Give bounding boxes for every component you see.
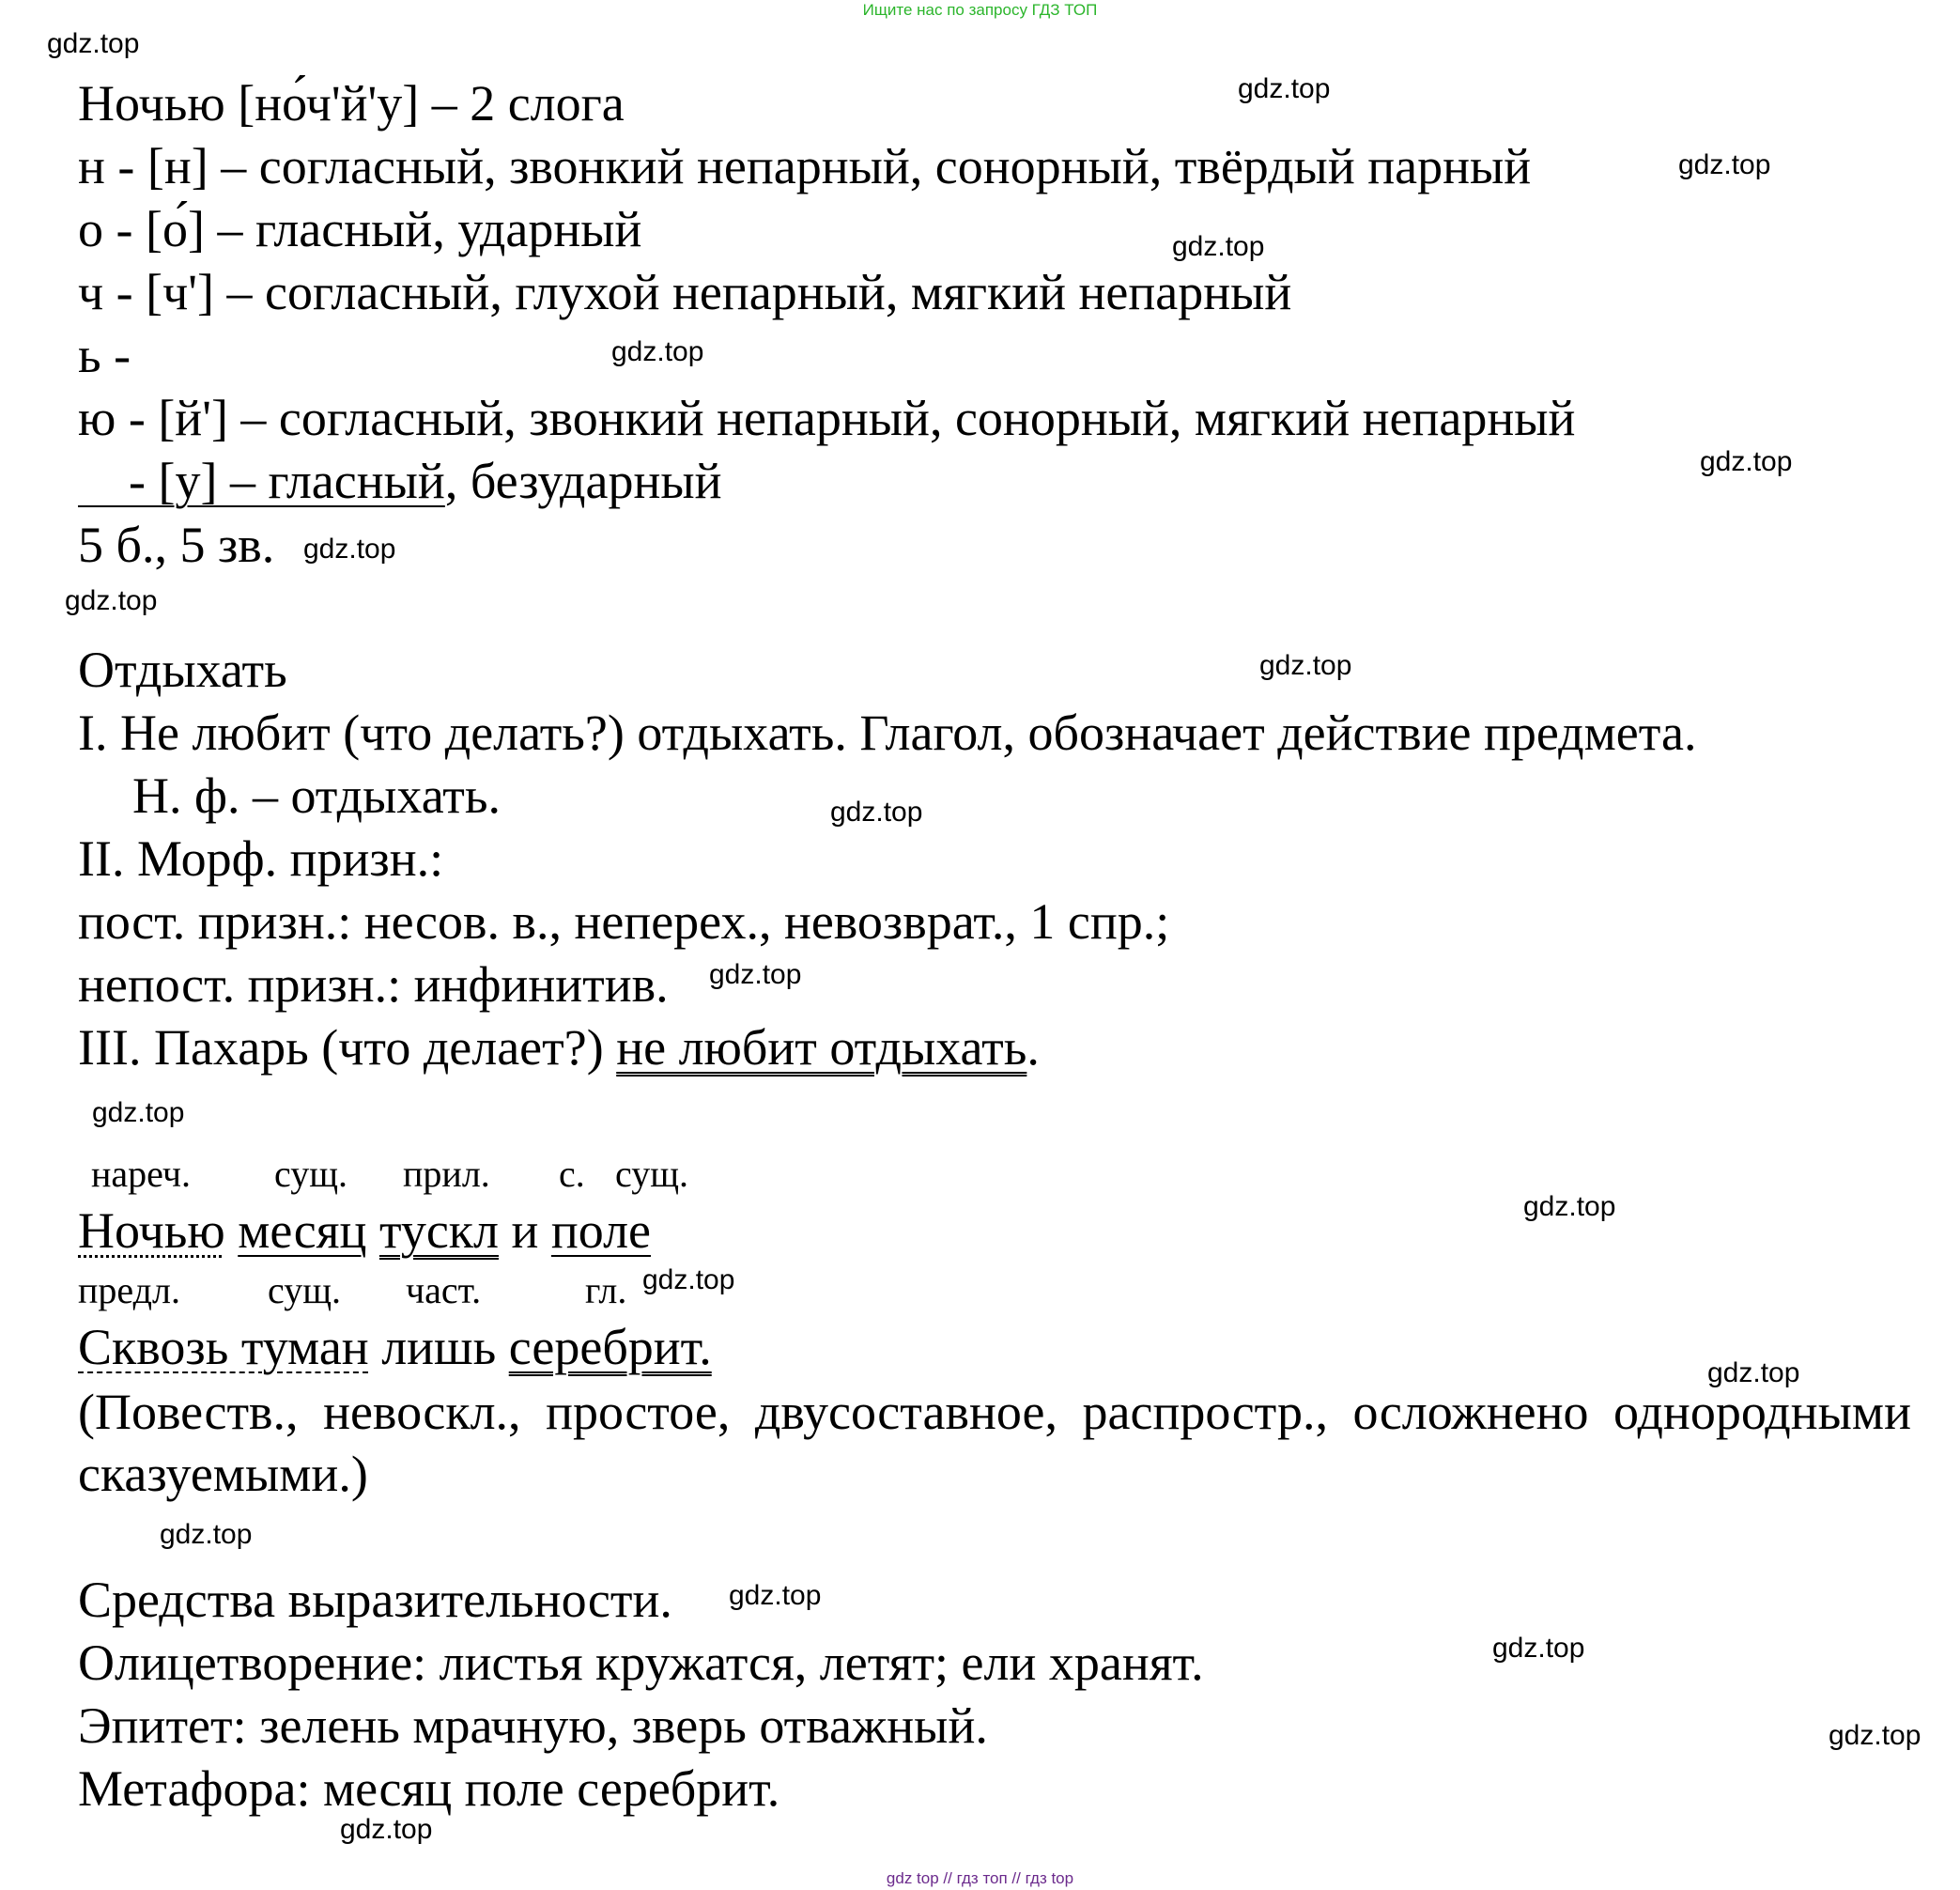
pos-label: с. [559, 1153, 585, 1195]
watermark: gdz.top [1259, 650, 1352, 681]
letter: н - [78, 138, 147, 194]
predicate-double-underline: не любит отдыхать [616, 1019, 1027, 1076]
sentence-line-2 [78, 1319, 712, 1375]
sound-description: , безударный [444, 453, 722, 509]
phonetic-ch-line [78, 264, 1291, 320]
watermark: gdz.top [611, 336, 704, 367]
phonetic-yu-line [78, 390, 1575, 446]
expressive-personification: Олицетворение: листья кружатся, летят; ели хранят. [78, 1634, 1204, 1691]
conjunction-word: и [511, 1202, 539, 1259]
sound-description: [о́] – гласный, ударный [145, 201, 642, 257]
adverbial-phrase: Сквозь туман [78, 1319, 369, 1375]
sound-description: [й'] – согласный, звонкий непарный, сонорный, мягкий непарный [158, 390, 1576, 446]
morph-nonconstant-features: непост. призн.: инфинитив. [78, 956, 669, 1013]
letter: о - [78, 201, 146, 257]
watermark: gdz.top [160, 1519, 253, 1550]
morph-point-1: I. Не любит (что делать?) отдыхать. Глагол, обозначает действие предмета. [78, 705, 1697, 761]
predicate-word: тускл [378, 1202, 499, 1259]
letter: ч - [78, 264, 147, 320]
watermark: gdz.top [1523, 1191, 1616, 1222]
watermark: gdz.top [642, 1264, 735, 1295]
watermark: gdz.top [340, 1814, 433, 1845]
underlined-sound: - [у] – гласный [78, 453, 445, 509]
expressive-epithet: Эпитет: зелень мрачную, зверь отважный. [78, 1697, 988, 1754]
watermark: gdz.top [1707, 1357, 1800, 1388]
morph-point-2: II. Морф. призн.: [78, 830, 444, 887]
phonetic-n-line [78, 138, 1531, 194]
sentence-line-1 [78, 1202, 651, 1259]
bottom-banner: gdz top // гдз топ // гдз top [886, 1869, 1074, 1887]
pos-label: прил. [403, 1153, 490, 1195]
adverbial-word: Ночью [78, 1202, 225, 1259]
watermark: gdz.top [709, 959, 802, 990]
pos-label: сущ. [615, 1153, 689, 1195]
watermark: gdz.top [1238, 73, 1331, 104]
sentence-subject-part: III. Пахарь (что делает?) [78, 1019, 617, 1076]
sentence-characteristic: (Повеств., невоскл., простое, двусоставное, распростр., осложнено однородными сказуемыми.) [78, 1384, 1911, 1502]
watermark: gdz.top [830, 797, 923, 828]
top-banner: Ищите нас по запросу ГДЗ ТОП [862, 1, 1098, 19]
watermark: gdz.top [1678, 149, 1771, 180]
morph-point-3 [78, 1019, 1040, 1076]
particle-word: лишь [381, 1319, 497, 1375]
morph-initial-form: Н. ф. – отдыхать. [132, 767, 502, 824]
pos-label: сущ. [274, 1153, 348, 1195]
phonetic-u-line [78, 453, 722, 509]
pos-label: сущ. [268, 1269, 342, 1311]
subject-word: поле [550, 1202, 651, 1259]
pos-label: част. [406, 1269, 482, 1311]
pos-label: гл. [585, 1269, 627, 1311]
letter: ю - [78, 390, 159, 446]
phonetic-o-line [78, 201, 641, 257]
phonetic-title: Ночью [но́ч'й'у] – 2 слога [78, 75, 625, 132]
morph-word: Отдыхать [78, 642, 287, 698]
pos-label: нареч. [91, 1153, 192, 1195]
phonetic-count: 5 б., 5 зв. [78, 517, 275, 573]
sound-description: [н] – согласный, звонкий непарный, сонорный, твёрдый парный [147, 138, 1532, 194]
watermark: gdz.top [729, 1580, 822, 1611]
watermark: gdz.top [65, 585, 158, 616]
watermark: gdz.top [1829, 1720, 1921, 1751]
watermark: gdz.top [47, 28, 140, 59]
expressive-metaphor: Метафора: месяц поле серебрит. [78, 1760, 780, 1817]
period: . [1026, 1019, 1040, 1076]
predicate-word: серебрит. [508, 1319, 712, 1375]
expressive-title: Средства выразительности. [78, 1572, 672, 1628]
watermark: gdz.top [1492, 1633, 1585, 1664]
watermark: gdz.top [1172, 231, 1265, 262]
phonetic-soft-sign-line: ь - [78, 327, 131, 383]
sound-description: [ч'] – согласный, глухой непарный, мягкий непарный [146, 264, 1292, 320]
subject-word: месяц [238, 1202, 367, 1259]
pos-label: предл. [78, 1269, 180, 1311]
watermark: gdz.top [303, 534, 396, 565]
morph-constant-features: пост. призн.: несов. в., неперех., невозврат., 1 спр.; [78, 893, 1170, 950]
watermark: gdz.top [92, 1097, 185, 1128]
watermark: gdz.top [1700, 446, 1793, 477]
